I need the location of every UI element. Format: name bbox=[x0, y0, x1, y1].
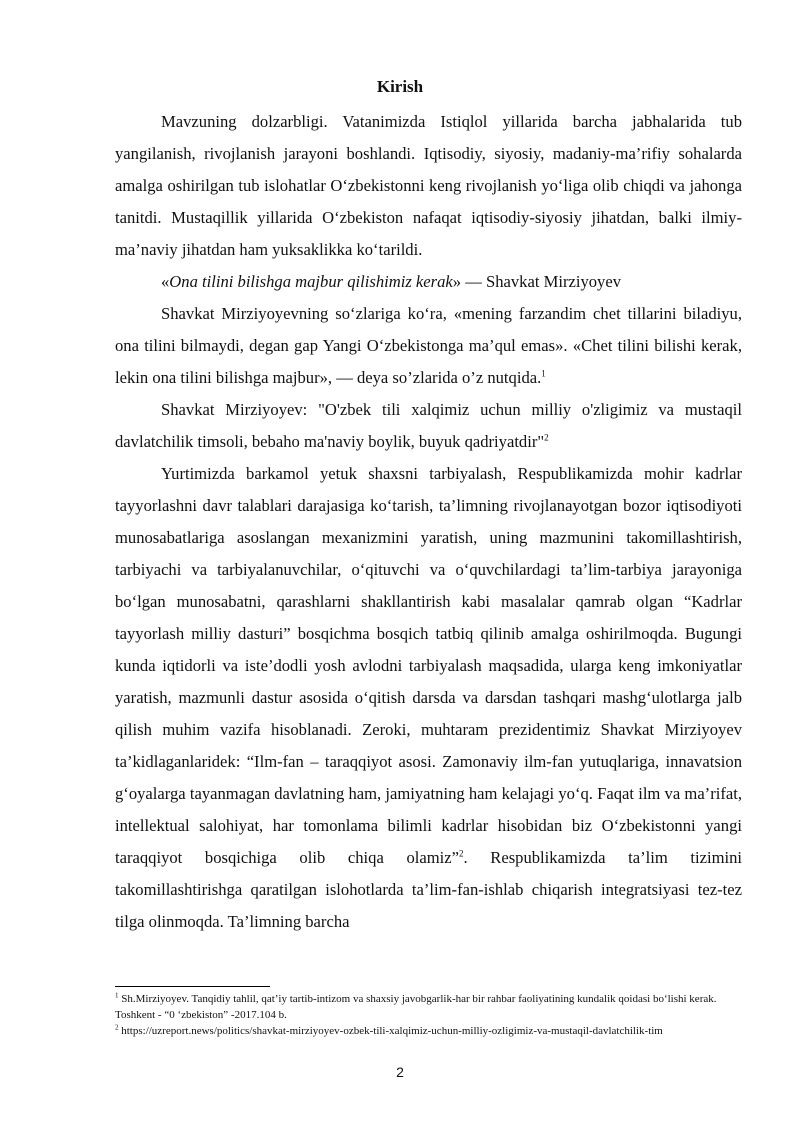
section-title: Kirish bbox=[376, 77, 424, 96]
paragraph-text: Yurtimizda barkamol yetuk shaxsni tarbiyalash, Respublikamizda mohir kadrlar tayyorlashni davr talablari darajasiga ko‘tarish, ta’limning rivojlanayotgan bozor iqtisodiyoti munosabatlariga asoslangan mexanizmini yaratish, uning mazmunini takomillashtirish, tarbiyachi va tarbiyalanuvchilar, o‘qituvchi va o‘quvchilardagi ta’lim-tarbiya jarayoniga bo‘lgan munosabatni, qarashlarni shakllantirish kabi masalalar qamrab olgan “Kadrlar tayyorlash milliy dasturi” bosqichma bosqich tatbiq qilinib amalga oshirilmoqda. Bugungi kunda iqtidorli va iste’dodli yosh avlodni tarbiyalash maqsadida, ularga keng imkoniyatlar yaratish, mazmunli dastur asosida o‘qitish darsda va darsdan tashqari mashg‘ulotlarga jalb qilish muhim vazifa hisoblanadi. Zeroki, muhtaram prezidentimiz Shavkat Mirziyoyev ta’kidlaganlaridek: “Ilm-fan – taraqqiyot asosi. Zamonaviy ilm-fan yutuqlariga, innavatsion g‘oyalarga tayanmagan davlatning ham, jamiyatning ham kelajagi yo‘q. Faqat ilm va ma’rifat, intellektual salohiyat, har tomonlama bilimli kadrlar hisobidan biz O‘zbekistonni yangi taraqqiyot bosqichiga olib chiqa olamiz” bbox=[115, 464, 742, 867]
footnote-separator bbox=[115, 986, 270, 987]
body-text bbox=[115, 106, 742, 938]
paragraph-text-tail: . Respublikamizda ta’lim tizimini takomillashtirishga qaratilgan islohotlarda ta’lim-fan-ishlab chiqarish integratsiyasi tez-tez tilga olinmoqda. Ta’limning barcha bbox=[115, 848, 742, 931]
footnote-link[interactable]: https://uzreport.news/politics/shavkat-mirziyoyev-ozbek-tili-xalqimiz-uchun-milliy-ozligimiz-va-mustaqil-davlatchilik-tim bbox=[118, 1025, 663, 1037]
footnote-marker: 2 bbox=[115, 1023, 119, 1032]
footnotes bbox=[115, 991, 742, 1039]
paragraph-mirziyoyev-words bbox=[115, 298, 742, 394]
footnote-ref-1[interactable]: 1 bbox=[541, 368, 546, 379]
footnote-ref-2b[interactable]: 2 bbox=[458, 848, 464, 859]
paragraph-education bbox=[115, 458, 742, 938]
footnote-1 bbox=[115, 991, 742, 1023]
page-number: 2 bbox=[396, 1064, 404, 1080]
footnote-text: Sh.Mirziyoyev. Tanqidiy tahlil, qat’iy tartib-intizom va shaxsiy javobgarlik-har bir rahbar faoliyatining kundalik qoidasi bo‘lishi kerak. Toshkent - “0 ‘zbekiston” -2017.104 b. bbox=[115, 993, 717, 1021]
paragraph-uzbek-language bbox=[115, 394, 742, 458]
paragraph-relevance bbox=[115, 106, 742, 266]
paragraph-text: Shavkat Mirziyoyev: "O'zbek tili xalqimiz uchun milliy o'zligimiz va mustaqil davlatchilik timsoli, bebaho ma'naviy boylik, buyuk qadriyatdir" bbox=[115, 400, 742, 451]
paragraph-text: Shavkat Mirziyoyevning so‘zlariga ko‘ra, «mening farzandim chet tillarini biladiyu, ona tilini bilmaydi, degan gap Yangi O‘zbekistonga ma’qul emas». «Chet tilini bilishi kerak, lekin ona tilini bilishga majbur», — deya so’zlarida o’z nutqida. bbox=[115, 304, 742, 387]
footnote-2 bbox=[115, 1023, 742, 1039]
paragraph-text: Mavzuning dolzarbligi. Vatanimizda Istiqlol yillarida barcha jabhalarida tub yangilanish, rivojlanish jarayoni boshlandi. Iqtisodiy, siyosiy, madaniy-ma’rifiy sohalarda amalga oshirilgan tub islohatlar O‘zbekistonni keng rivojlanish yo‘liga olib chiqdi va jahonga tanitdi. Mustaqillik yillarida O‘zbekiston nafaqat iqtisodiy-siyosiy jihatdan, balki ilmiy-ma’naviy jihatdan ham yuksaklikka ko‘tarildi. bbox=[115, 112, 742, 259]
quote-attribution: » — Shavkat Mirziyoyev bbox=[452, 272, 621, 291]
paragraph-quote bbox=[115, 266, 742, 298]
footnote-marker: 1 bbox=[115, 991, 119, 1000]
footnote-ref-2[interactable]: 2 bbox=[544, 432, 549, 443]
quote-open-mark: « bbox=[161, 272, 170, 291]
quote-text: Ona tilini bilishga majbur qilishimiz kerak bbox=[169, 272, 453, 291]
